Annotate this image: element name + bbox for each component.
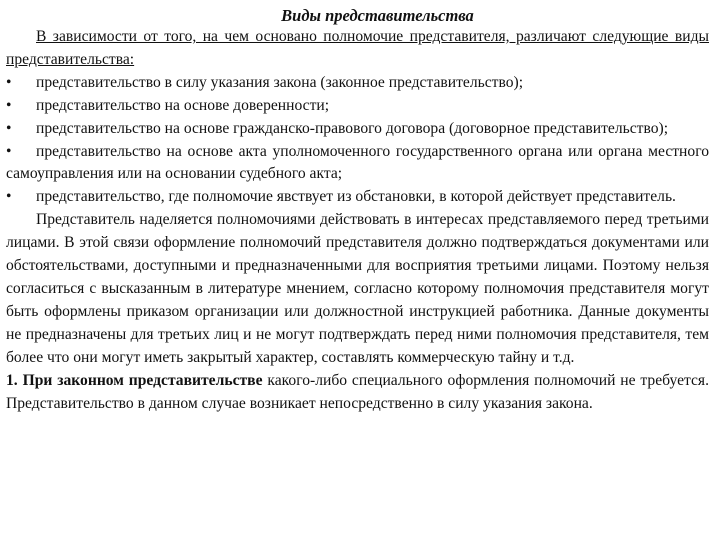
point-paragraph xyxy=(6,370,709,416)
bullet-item-3 xyxy=(6,118,709,141)
bullet-text: представительство на основе акта уполномоченного государственного органа или органа местного самоуправления или на основании судебного акта; xyxy=(6,142,709,183)
bullet-text: представительство в силу указания закона (законное представительство); xyxy=(36,73,524,91)
bullet-text: представительство на основе доверенности; xyxy=(36,96,330,114)
bullet-item-2 xyxy=(6,95,709,118)
document-page xyxy=(6,0,709,415)
bullet-icon: • xyxy=(6,96,12,114)
document-title: Виды представительства xyxy=(281,6,474,25)
bullet-item-1 xyxy=(6,72,709,95)
bullet-icon: • xyxy=(6,119,12,137)
point-heading: При законном представительстве xyxy=(22,371,263,389)
bullet-text: представительство, где полномочие явствует из обстановки, в которой действует представитель. xyxy=(36,188,676,206)
bullet-item-5 xyxy=(6,186,709,209)
bullet-icon: • xyxy=(6,188,12,206)
bullet-icon: • xyxy=(6,73,12,91)
body-paragraph: Представитель наделяется полномочиями действовать в интересах представляемого перед третьими лицами. В этой связи оформление полномочий представителя должно подтверждаться документами или обстоятельствами, доступными и предназначенными для восприятия третьими лицами. Поэтому нельзя согласиться с высказанным в литературе мнением, согласно которому полномочия представителя могут быть оформлены приказом организации или должностной инструкцией работника. Данные документы не предназначены для третьих лиц и не могут подтверждать перед ними полномочия представителя, тем более что они могут иметь закрытый характер, составлять коммерческую тайну и т.д. xyxy=(6,211,709,366)
bullet-text: представительство на основе гражданско-правового договора (договорное представительство); xyxy=(36,119,669,137)
point-number: 1. xyxy=(6,371,18,389)
bullet-item-4 xyxy=(6,141,709,187)
intro-paragraph: В зависимости от того, на чем основано полномочие представителя, различают следующие виды представительства: xyxy=(6,28,709,68)
bullet-icon: • xyxy=(6,142,12,160)
point-text: какого-либо специального оформления полномочий не требуется. Представительство в данном случае возникает непосредственно в силу указания закона. xyxy=(6,371,709,412)
